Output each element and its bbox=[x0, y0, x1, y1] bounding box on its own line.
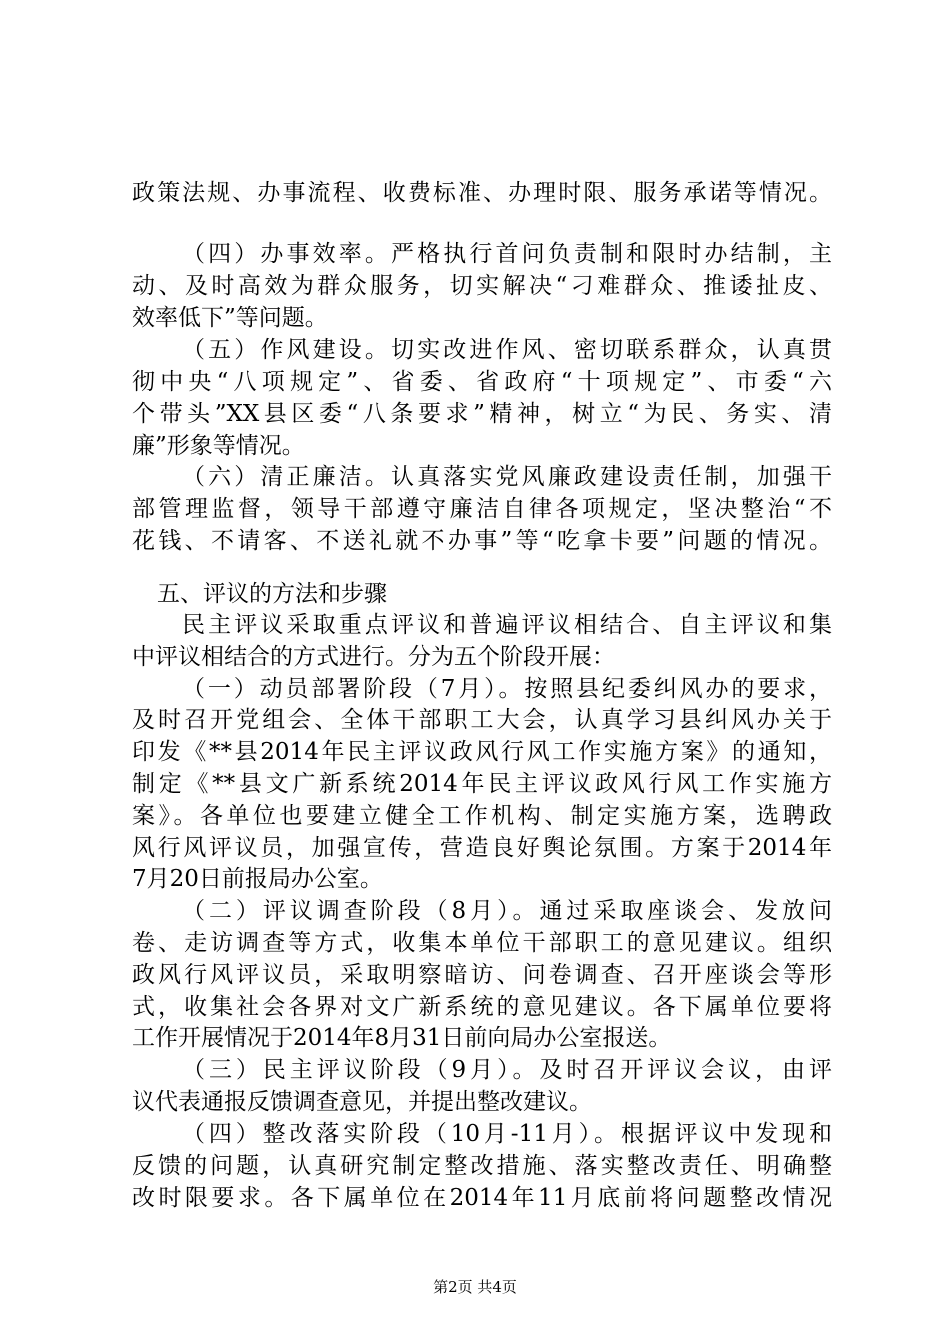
text-line: 印发《**县2014年民主评议政风行风工作实施方案》的通知， bbox=[132, 739, 832, 765]
text-line: 动、及时高效为群众服务，切实解决“刁难群众、推诿扯皮、 bbox=[132, 273, 832, 299]
text-line: 风行风评议员，加强宣传，营造良好舆论氛围。方案于2014年 bbox=[132, 835, 832, 861]
text-line: 工作开展情况于2014年8月31日前向局办公室报送。 bbox=[132, 1025, 672, 1051]
text-line: （六）清正廉洁。认真落实党风廉政建设责任制，加强干 bbox=[182, 464, 832, 490]
text-line: 式，收集社会各界对文广新系统的意见建议。各下属单位要将 bbox=[132, 994, 832, 1020]
text-line: 7月20日前报局办公室。 bbox=[132, 866, 383, 892]
text-line: 政策法规、办事流程、收费标准、办理时限、服务承诺等情况。 bbox=[132, 180, 832, 206]
text-line: 民主评议采取重点评议和普遍评议相结合、自主评议和集 bbox=[182, 612, 832, 638]
text-line: （二）评议调查阶段（8月）。通过采取座谈会、发放问 bbox=[182, 898, 832, 924]
text-line: 案》。各单位也要建立健全工作机构、制定实施方案，选聘政 bbox=[132, 803, 832, 829]
text-line: 中评议相结合的方式进行。分为五个阶段开展： bbox=[132, 644, 615, 670]
text-line: 议代表通报反馈调查意见，并提出整改建议。 bbox=[132, 1089, 592, 1115]
text-line: （一）动员部署阶段（7月）。按照县纪委纠风办的要求， bbox=[182, 676, 832, 702]
section-heading: 五、评议的方法和步骤 bbox=[157, 581, 387, 607]
text-line: 政风行风评议员，采取明察暗访、问卷调查、召开座谈会等形 bbox=[132, 962, 832, 988]
text-line: 个带头”XX县区委“八条要求”精神，树立“为民、务实、清 bbox=[132, 401, 832, 427]
text-line: 效率低下”等问题。 bbox=[132, 305, 328, 331]
text-line: 彻中央“八项规定”、省委、省政府“十项规定”、市委“六 bbox=[132, 369, 832, 395]
text-line: （四）整改落实阶段（10月-11月）。根据评议中发现和 bbox=[182, 1121, 832, 1147]
text-line: 廉”形象等情况。 bbox=[132, 433, 305, 459]
text-line: 及时召开党组会、全体干部职工大会，认真学习县纠风办关于 bbox=[132, 707, 832, 733]
text-line: （四）办事效率。严格执行首问负责制和限时办结制，主 bbox=[182, 241, 832, 267]
text-line: 卷、走访调查等方式，收集本单位干部职工的意见建议。组织 bbox=[132, 930, 832, 956]
text-line: 改时限要求。各下属单位在2014年11月底前将问题整改情况 bbox=[132, 1185, 832, 1211]
text-line: （三）民主评议阶段（9月）。及时召开评议会议，由评 bbox=[182, 1057, 832, 1083]
text-line: 花钱、不请客、不送礼就不办事”等“吃拿卡要”问题的情况。 bbox=[132, 528, 832, 554]
page-footer: 第2页 共4页 bbox=[433, 1278, 517, 1296]
text-line: 反馈的问题，认真研究制定整改措施、落实整改责任、明确整 bbox=[132, 1153, 832, 1179]
text-line: 制定《**县文广新系统2014年民主评议政风行风工作实施方 bbox=[132, 771, 832, 797]
text-line: 部管理监督，领导干部遵守廉洁自律各项规定，坚决整治“不 bbox=[132, 496, 832, 522]
text-line: （五）作风建设。切实改进作风、密切联系群众，认真贯 bbox=[182, 337, 832, 363]
